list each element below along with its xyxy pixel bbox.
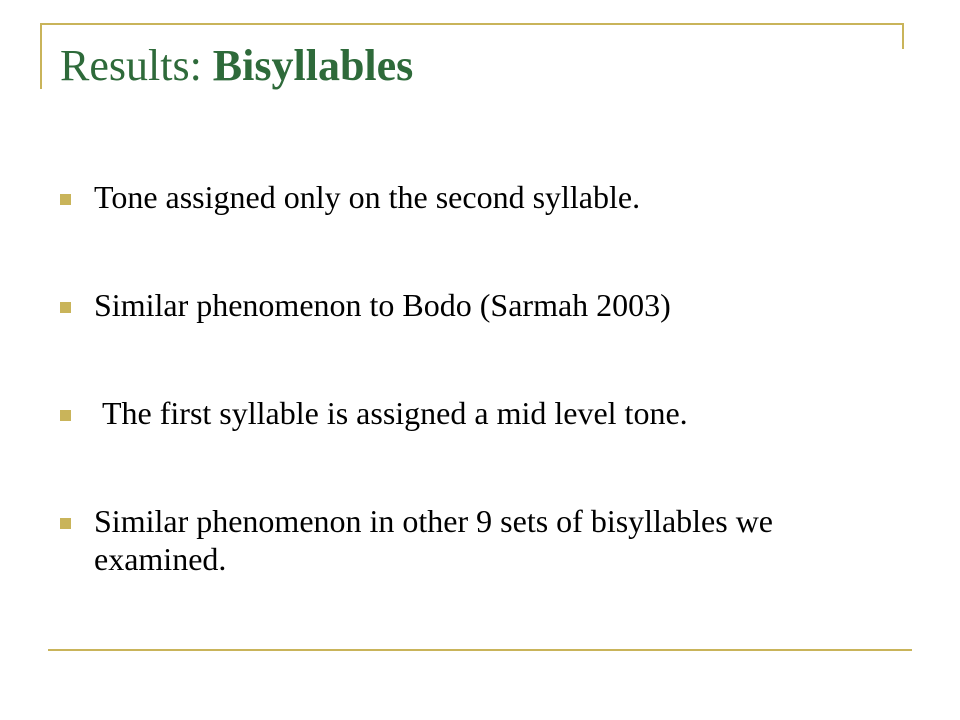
square-bullet-icon [60, 302, 71, 313]
frame-bottom-rule [48, 649, 912, 651]
bullet-item [60, 286, 900, 324]
frame-right-rule [902, 23, 904, 49]
bullet-item [60, 502, 900, 578]
square-bullet-icon [60, 410, 71, 421]
title-bold-text: Bisyllables [212, 41, 414, 90]
square-bullet-icon [60, 194, 71, 205]
bullet-text: Similar phenomenon in other 9 sets of bisyllables we examined. [94, 503, 781, 577]
slide-title [60, 40, 413, 93]
bullet-item [60, 394, 900, 432]
bullet-text: Tone assigned only on the second syllable. [94, 179, 641, 215]
bullet-text: Similar phenomenon to Bodo (Sarmah 2003) [94, 287, 671, 323]
square-bullet-icon [60, 518, 71, 529]
bullet-text: The first syllable is assigned a mid level tone. [94, 395, 688, 431]
frame-left-rule [40, 23, 42, 89]
title-prefix: Results: [60, 41, 213, 90]
bullet-item [60, 178, 900, 216]
bullet-list [60, 178, 900, 648]
frame-top-rule [40, 23, 904, 25]
